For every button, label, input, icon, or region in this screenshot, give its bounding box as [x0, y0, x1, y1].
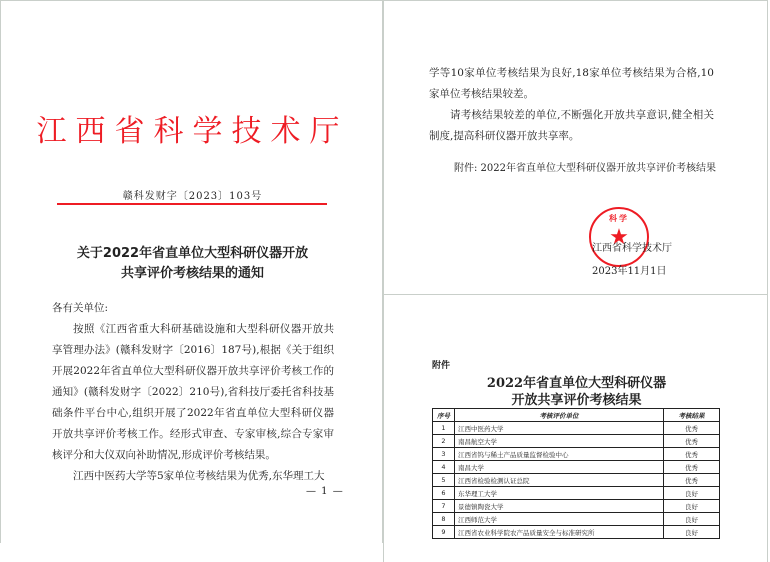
seal-text: 科学: [609, 213, 629, 223]
title-line-2: 共享评价考核结果的通知: [120, 266, 264, 281]
row-result: 良好: [664, 526, 720, 539]
row-no: 8: [433, 513, 455, 526]
table-row: [433, 526, 720, 539]
table-row: [433, 422, 720, 435]
paragraph-3: 请考核结果较差的单位,不断强化开放共享意识,健全相关制度,提高科研仪器开放共享率。: [429, 109, 714, 142]
table-row: [433, 448, 720, 461]
attachment-reference: 附件: 2022年省直单位大型科研仪器开放共享评价考核结果: [454, 163, 716, 174]
row-unit: 江西省检验检测认证总院: [455, 474, 664, 487]
table-header-row: [433, 409, 720, 422]
row-no: 6: [433, 487, 455, 500]
table-row: [433, 500, 720, 513]
row-no: 1: [433, 422, 455, 435]
table-row: [433, 513, 720, 526]
row-no: 4: [433, 461, 455, 474]
row-result: 良好: [664, 513, 720, 526]
row-unit: 江西中医药大学: [455, 422, 664, 435]
salutation: 各有关单位:: [52, 302, 109, 314]
signature-date: 2023年11月1日: [592, 266, 667, 277]
header-unit: 考核评价单位: [455, 409, 664, 422]
row-result: 良好: [664, 500, 720, 513]
row-result: 优秀: [664, 435, 720, 448]
star-icon: ★: [609, 225, 629, 250]
body-text-continued: [429, 63, 714, 147]
row-unit: 景德镇陶瓷大学: [455, 500, 664, 513]
table-row: [433, 435, 720, 448]
row-no: 7: [433, 500, 455, 513]
row-result: 优秀: [664, 461, 720, 474]
header-no: 序号: [433, 409, 455, 422]
row-result: 优秀: [664, 448, 720, 461]
title-line-1: 关于2022年省直单位大型科研仪器开放: [76, 246, 309, 261]
row-unit: 江西师范大学: [455, 513, 664, 526]
paragraph-1: 按照《江西省重大科研基础设施和大型科研仪器开放共享管理办法》(赣科发财字〔2016〕187号),根据《关于组织开展2022年省直单位大型科研仪器开放共享评价考核工作的通知》(赣科发财字〔2022〕210号),省科技厅委托省科技基础条件平台中心,组织开展了2022年省直单位大型科研仪器开放共享评价考核工作。经形式审查、专家审核,综合专家审核评分和大仪双向补助情况,形成评价考核结果。: [52, 323, 334, 461]
attachment-title-line-1: 2022年省直单位大型科研仪器: [486, 376, 667, 391]
page-number: — 1 —: [306, 486, 344, 497]
row-result: 优秀: [664, 474, 720, 487]
row-result: 良好: [664, 487, 720, 500]
attachment-title: [384, 375, 769, 409]
row-no: 3: [433, 448, 455, 461]
document-title: [1, 244, 384, 284]
document-page-1: [0, 0, 383, 543]
table-row: [433, 487, 720, 500]
row-unit: 东华理工大学: [455, 487, 664, 500]
body-text: [52, 298, 334, 487]
document-number: 赣科发财字〔2023〕103号: [122, 191, 263, 202]
row-no: 9: [433, 526, 455, 539]
issuer-header: 江西省科学技术厅: [36, 114, 349, 149]
results-table: [432, 408, 720, 539]
table-row: [433, 461, 720, 474]
table-row: [433, 474, 720, 487]
signature-organization: 江西省科学技术厅: [592, 243, 672, 254]
paragraph-2-start: 江西中医药大学等5家单位考核结果为优秀,东华理工大: [73, 470, 325, 482]
row-unit: 南昌航空大学: [455, 435, 664, 448]
row-result: 优秀: [664, 422, 720, 435]
document-page-3: [383, 295, 768, 562]
red-divider: [57, 203, 327, 205]
row-unit: 江西省农业科学院农产品质量安全与标准研究所: [455, 526, 664, 539]
header-result: 考核结果: [664, 409, 720, 422]
attachment-label: 附件: [432, 361, 451, 371]
official-seal: [589, 207, 649, 267]
row-no: 2: [433, 435, 455, 448]
row-unit: 江西省钨与稀土产品质量监督检验中心: [455, 448, 664, 461]
document-page-2: [383, 0, 768, 295]
row-no: 5: [433, 474, 455, 487]
row-unit: 南昌大学: [455, 461, 664, 474]
attachment-title-line-2: 开放共享评价考核结果: [511, 393, 642, 408]
paragraph-2-cont: 学等10家单位考核结果为良好,18家单位考核结果为合格,10家单位考核结果较差。: [429, 67, 714, 100]
